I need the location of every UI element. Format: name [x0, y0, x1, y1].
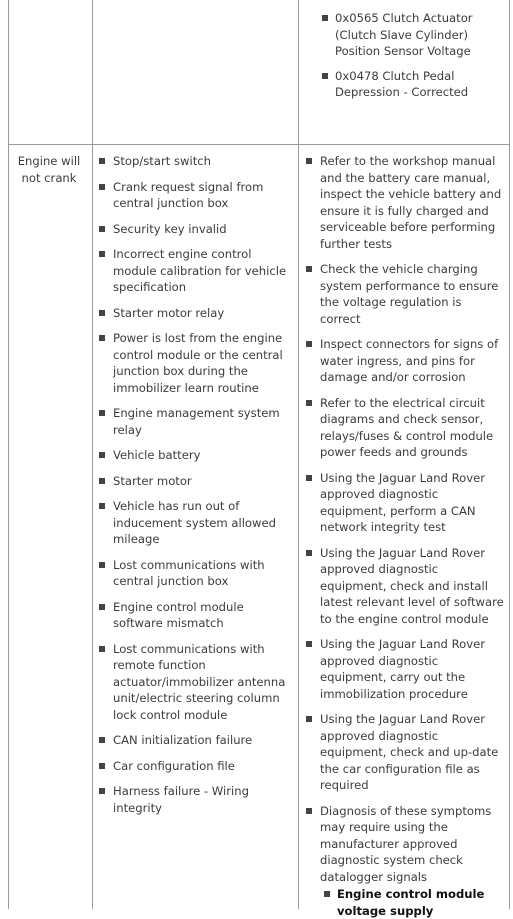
cause-item: Starter motor [91, 473, 295, 490]
cause-item: Starter motor relay [91, 305, 295, 322]
cause-item: Lost communications with central junction box [91, 557, 295, 590]
cause-item: Stop/start switch [91, 153, 295, 170]
action-item: Refer to the electrical circuit diagrams and check sensor, relays/fuses & control module power feeds and grounds [298, 395, 504, 461]
cause-item: CAN initialization failure [91, 732, 295, 749]
list-item: 0x0478 Clutch Pedal Depression - Corrected [320, 68, 500, 101]
cause-item: Vehicle battery [91, 447, 295, 464]
action-item: Using the Jaguar Land Rover approved diagnostic equipment, check and install latest relevant level of software to the engine control module [298, 545, 504, 628]
action-item: Refer to the workshop manual and the battery care manual, inspect the vehicle battery and ensure it is fully charged and serviceable before performing further tests [298, 153, 504, 252]
cause-item: Vehicle has run out of inducement system allowed mileage [91, 498, 295, 548]
table-border-right [509, 0, 510, 909]
cause-item: Harness failure - Wiring integrity [91, 783, 295, 816]
cause-item: Car configuration file [91, 758, 295, 775]
action-item: Using the Jaguar Land Rover approved diagnostic equipment, carry out the immobilization procedure [298, 636, 504, 702]
row-divider [8, 144, 510, 145]
symptom-cell: Engine will not crank [17, 154, 81, 185]
top-row-actions [320, 10, 500, 101]
cause-item: Engine management system relay [91, 405, 295, 438]
action-item: Using the Jaguar Land Rover approved diagnostic equipment, perform a CAN network integrity test [298, 470, 504, 536]
list-item: 0x0565 Clutch Actuator (Clutch Slave Cylinder) Position Sensor Voltage [320, 10, 500, 60]
action-item: Check the vehicle charging system performance to ensure the voltage regulation is correct [298, 261, 504, 327]
causes-list [91, 153, 295, 816]
action-item: Inspect connectors for signs of water ingress, and pins for damage and/or corrosion [298, 336, 504, 386]
table-border-left [8, 0, 9, 909]
cause-item: Power is lost from the engine control module or the central junction box during the immobilizer learn routine [91, 330, 295, 396]
cause-item: Engine control module software mismatch [91, 599, 295, 632]
actions-list [298, 153, 504, 919]
cause-item: Incorrect engine control module calibration for vehicle specification [91, 246, 295, 296]
cause-item: Lost communications with remote function actuator/immobilizer antenna unit/electric steering column lock control module [91, 641, 295, 724]
sub-action-item: Engine control module voltage supply [322, 886, 504, 919]
action-item: Diagnosis of these symptoms may require using the manufacturer approved diagnostic system check datalogger signals [298, 803, 504, 886]
action-item: Using the Jaguar Land Rover approved diagnostic equipment, check and up-date the car configuration file as required [298, 711, 504, 794]
cause-item: Security key invalid [91, 221, 295, 238]
cause-item: Crank request signal from central junction box [91, 179, 295, 212]
